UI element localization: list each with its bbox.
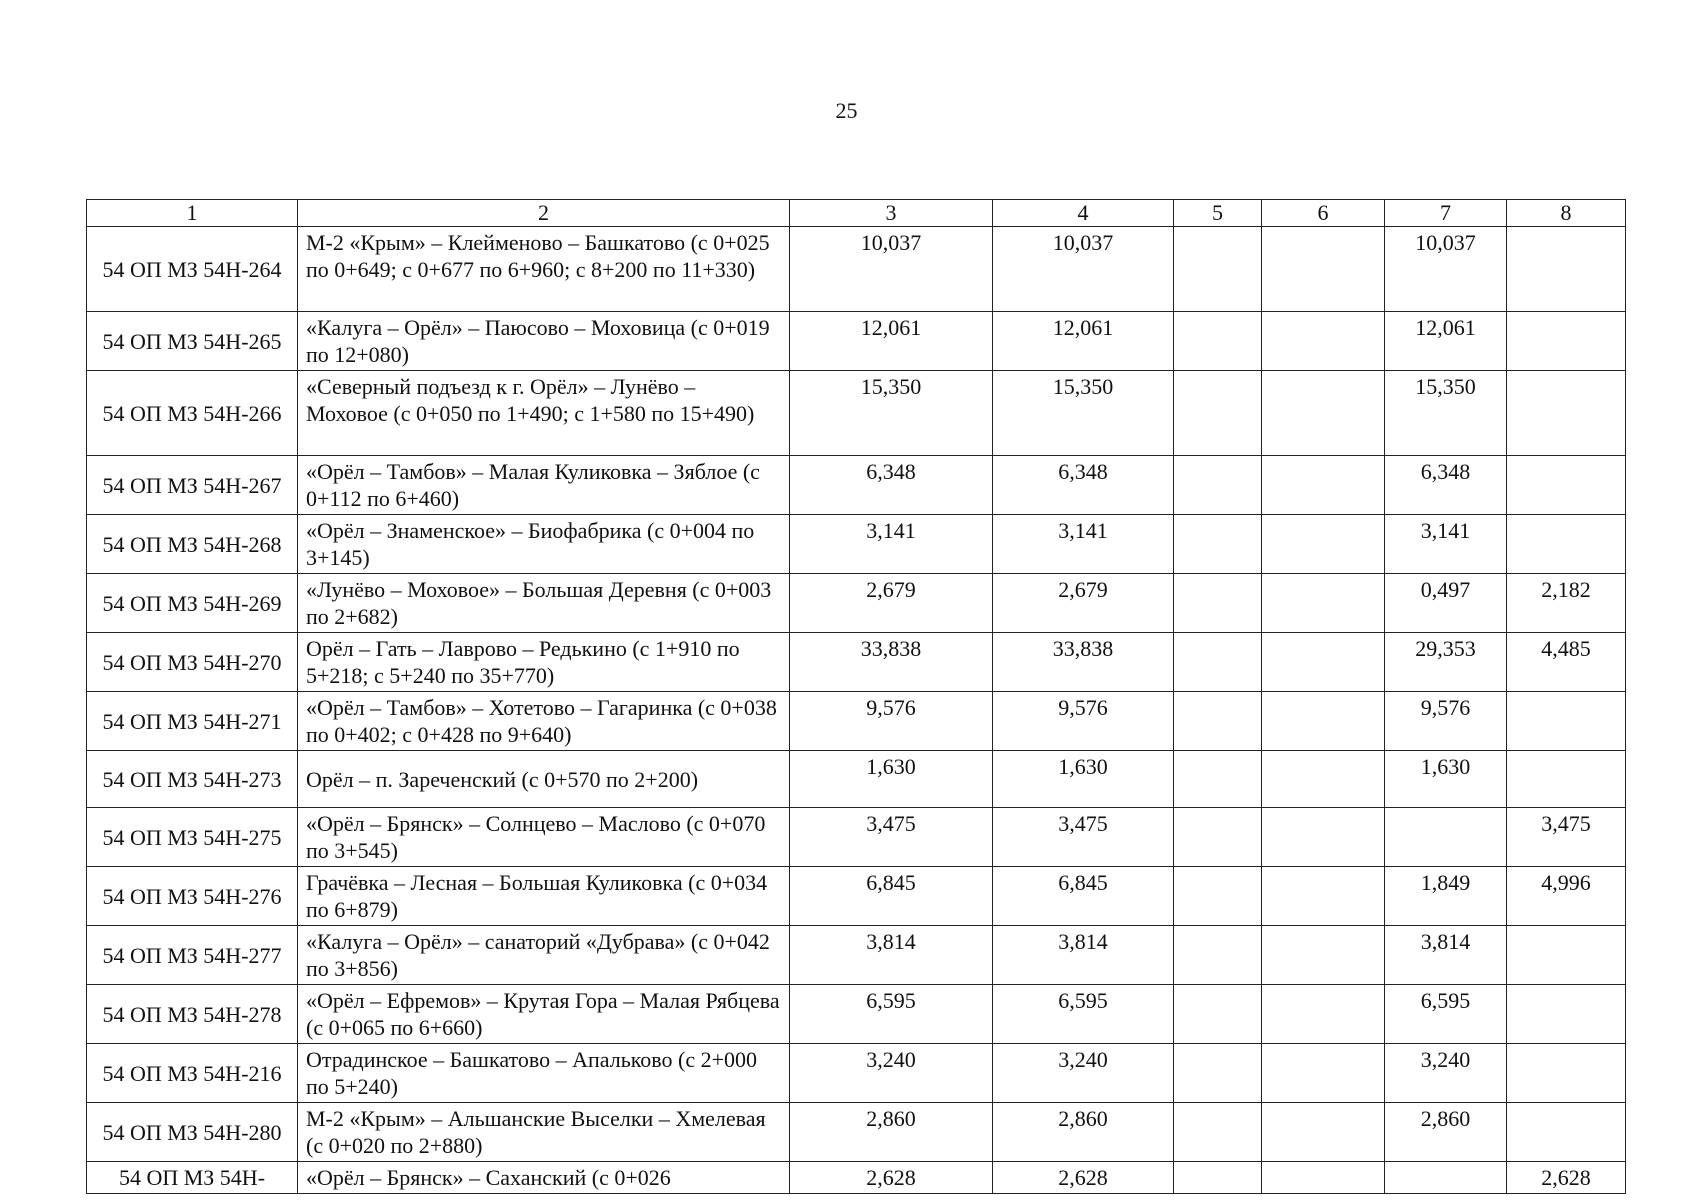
value-cell-6 <box>1262 312 1385 371</box>
road-code-cell: 54 ОП МЗ 54Н-269 <box>87 574 298 633</box>
value-cell-5 <box>1174 926 1262 985</box>
value-cell-3: 10,037 <box>790 227 993 312</box>
value-cell-7: 2,860 <box>1385 1103 1507 1162</box>
road-name-cell: «Северный подъезд к г. Орёл» – Лунёво – Моховое (с 0+050 по 1+490; с 1+580 по 15+490) <box>298 371 790 456</box>
road-code-cell: 54 ОП МЗ 54Н-277 <box>87 926 298 985</box>
value-cell-5 <box>1174 227 1262 312</box>
road-code-cell: 54 ОП МЗ 54Н-216 <box>87 1044 298 1103</box>
value-cell-7 <box>1385 808 1507 867</box>
value-cell-5 <box>1174 633 1262 692</box>
value-cell-4: 3,814 <box>993 926 1174 985</box>
road-code-cell: 54 ОП МЗ 54Н-280 <box>87 1103 298 1162</box>
value-cell-3: 6,595 <box>790 985 993 1044</box>
value-cell-3: 3,475 <box>790 808 993 867</box>
value-cell-5 <box>1174 1162 1262 1194</box>
road-name-cell: «Орёл – Тамбов» – Хотетово – Гагаринка (с 0+038 по 0+402; с 0+428 по 9+640) <box>298 692 790 751</box>
value-cell-6 <box>1262 633 1385 692</box>
road-code-cell: 54 ОП МЗ 54Н- <box>87 1162 298 1194</box>
column-header: 8 <box>1507 200 1626 227</box>
column-header: 6 <box>1262 200 1385 227</box>
road-name-cell: «Калуга – Орёл» – санаторий «Дубрава» (с 0+042 по 3+856) <box>298 926 790 985</box>
value-cell-3: 15,350 <box>790 371 993 456</box>
table-row <box>87 456 1626 515</box>
value-cell-6 <box>1262 1103 1385 1162</box>
road-name-cell: «Калуга – Орёл» – Паюсово – Моховица (с 0+019 по 12+080) <box>298 312 790 371</box>
road-name-cell: «Орёл – Знаменское» – Биофабрика (с 0+004 по 3+145) <box>298 515 790 574</box>
value-cell-4: 2,628 <box>993 1162 1174 1194</box>
value-cell-7: 6,348 <box>1385 456 1507 515</box>
value-cell-5 <box>1174 808 1262 867</box>
road-registry-table <box>86 199 1626 1194</box>
road-code-cell: 54 ОП МЗ 54Н-275 <box>87 808 298 867</box>
value-cell-8 <box>1507 515 1626 574</box>
value-cell-7: 29,353 <box>1385 633 1507 692</box>
value-cell-3: 6,845 <box>790 867 993 926</box>
value-cell-3: 1,630 <box>790 751 993 808</box>
value-cell-6 <box>1262 1162 1385 1194</box>
road-code-cell: 54 ОП МЗ 54Н-278 <box>87 985 298 1044</box>
road-name-cell: «Лунёво – Моховое» – Большая Деревня (с 0+003 по 2+682) <box>298 574 790 633</box>
value-cell-4: 6,595 <box>993 985 1174 1044</box>
value-cell-8 <box>1507 692 1626 751</box>
table-row <box>87 371 1626 456</box>
value-cell-4: 6,348 <box>993 456 1174 515</box>
value-cell-7: 10,037 <box>1385 227 1507 312</box>
value-cell-5 <box>1174 456 1262 515</box>
value-cell-7: 15,350 <box>1385 371 1507 456</box>
column-header: 2 <box>298 200 790 227</box>
page-number: 25 <box>835 98 858 123</box>
value-cell-8: 4,996 <box>1507 867 1626 926</box>
value-cell-3: 9,576 <box>790 692 993 751</box>
value-cell-4: 10,037 <box>993 227 1174 312</box>
value-cell-5 <box>1174 1103 1262 1162</box>
value-cell-6 <box>1262 515 1385 574</box>
value-cell-7: 6,595 <box>1385 985 1507 1044</box>
column-header: 4 <box>993 200 1174 227</box>
value-cell-3: 2,679 <box>790 574 993 633</box>
value-cell-6 <box>1262 227 1385 312</box>
road-name-cell: Грачёвка – Лесная – Большая Куликовка (с 0+034 по 6+879) <box>298 867 790 926</box>
road-name-cell: Орёл – п. Зареченский (с 0+570 по 2+200) <box>298 751 790 808</box>
value-cell-8 <box>1507 926 1626 985</box>
column-number-row <box>87 200 1626 227</box>
value-cell-5 <box>1174 692 1262 751</box>
road-name-cell: «Орёл – Брянск» – Саханский (с 0+026 <box>298 1162 790 1194</box>
value-cell-8 <box>1507 1044 1626 1103</box>
value-cell-3: 2,628 <box>790 1162 993 1194</box>
value-cell-8 <box>1507 1103 1626 1162</box>
value-cell-8: 2,182 <box>1507 574 1626 633</box>
value-cell-3: 6,348 <box>790 456 993 515</box>
road-code-cell: 54 ОП МЗ 54Н-271 <box>87 692 298 751</box>
table-row <box>87 1044 1626 1103</box>
value-cell-4: 15,350 <box>993 371 1174 456</box>
value-cell-8 <box>1507 751 1626 808</box>
value-cell-3: 2,860 <box>790 1103 993 1162</box>
column-header: 1 <box>87 200 298 227</box>
value-cell-8: 2,628 <box>1507 1162 1626 1194</box>
value-cell-8 <box>1507 371 1626 456</box>
table-row <box>87 751 1626 808</box>
value-cell-5 <box>1174 867 1262 926</box>
road-code-cell: 54 ОП МЗ 54Н-264 <box>87 227 298 312</box>
value-cell-6 <box>1262 985 1385 1044</box>
value-cell-4: 33,838 <box>993 633 1174 692</box>
road-name-cell: «Орёл – Брянск» – Солнцево – Маслово (с 0+070 по 3+545) <box>298 808 790 867</box>
table-row <box>87 926 1626 985</box>
value-cell-5 <box>1174 312 1262 371</box>
table-row <box>87 867 1626 926</box>
value-cell-8: 4,485 <box>1507 633 1626 692</box>
value-cell-6 <box>1262 371 1385 456</box>
column-header: 3 <box>790 200 993 227</box>
value-cell-3: 33,838 <box>790 633 993 692</box>
value-cell-4: 2,860 <box>993 1103 1174 1162</box>
road-code-cell: 54 ОП МЗ 54Н-276 <box>87 867 298 926</box>
value-cell-7: 1,849 <box>1385 867 1507 926</box>
table-row <box>87 227 1626 312</box>
value-cell-6 <box>1262 1044 1385 1103</box>
table-row <box>87 574 1626 633</box>
value-cell-6 <box>1262 751 1385 808</box>
road-code-cell: 54 ОП МЗ 54Н-273 <box>87 751 298 808</box>
value-cell-3: 3,240 <box>790 1044 993 1103</box>
table-row <box>87 985 1626 1044</box>
road-code-cell: 54 ОП МЗ 54Н-268 <box>87 515 298 574</box>
value-cell-7: 9,576 <box>1385 692 1507 751</box>
value-cell-3: 3,814 <box>790 926 993 985</box>
table-row <box>87 808 1626 867</box>
road-name-cell: «Орёл – Ефремов» – Крутая Гора – Малая Рябцева (с 0+065 по 6+660) <box>298 985 790 1044</box>
value-cell-5 <box>1174 751 1262 808</box>
table-row <box>87 515 1626 574</box>
value-cell-3: 3,141 <box>790 515 993 574</box>
value-cell-7: 3,141 <box>1385 515 1507 574</box>
value-cell-8 <box>1507 227 1626 312</box>
road-name-cell: «Орёл – Тамбов» – Малая Куликовка – Зяблое (с 0+112 по 6+460) <box>298 456 790 515</box>
value-cell-7: 3,240 <box>1385 1044 1507 1103</box>
value-cell-5 <box>1174 985 1262 1044</box>
value-cell-5 <box>1174 1044 1262 1103</box>
road-name-cell: Орёл – Гать – Лаврово – Редькино (с 1+910 по 5+218; с 5+240 по 35+770) <box>298 633 790 692</box>
value-cell-5 <box>1174 515 1262 574</box>
road-code-cell: 54 ОП МЗ 54Н-267 <box>87 456 298 515</box>
value-cell-6 <box>1262 867 1385 926</box>
value-cell-6 <box>1262 808 1385 867</box>
value-cell-7 <box>1385 1162 1507 1194</box>
value-cell-4: 1,630 <box>993 751 1174 808</box>
value-cell-8 <box>1507 456 1626 515</box>
table-row <box>87 633 1626 692</box>
value-cell-4: 3,141 <box>993 515 1174 574</box>
table-row <box>87 1103 1626 1162</box>
road-code-cell: 54 ОП МЗ 54Н-270 <box>87 633 298 692</box>
table-row <box>87 1162 1626 1194</box>
value-cell-4: 3,475 <box>993 808 1174 867</box>
value-cell-4: 3,240 <box>993 1044 1174 1103</box>
road-name-cell: М-2 «Крым» – Клейменово – Башкатово (с 0+025 по 0+649; с 0+677 по 6+960; с 8+200 по 11+330) <box>298 227 790 312</box>
column-header: 5 <box>1174 200 1262 227</box>
value-cell-7: 12,061 <box>1385 312 1507 371</box>
table-row <box>87 692 1626 751</box>
value-cell-8: 3,475 <box>1507 808 1626 867</box>
value-cell-6 <box>1262 456 1385 515</box>
table-row <box>87 312 1626 371</box>
road-name-cell: Отрадинское – Башкатово – Апальково (с 2+000 по 5+240) <box>298 1044 790 1103</box>
value-cell-8 <box>1507 985 1626 1044</box>
value-cell-5 <box>1174 574 1262 633</box>
value-cell-7: 3,814 <box>1385 926 1507 985</box>
value-cell-4: 2,679 <box>993 574 1174 633</box>
value-cell-8 <box>1507 312 1626 371</box>
value-cell-7: 0,497 <box>1385 574 1507 633</box>
value-cell-6 <box>1262 692 1385 751</box>
value-cell-7: 1,630 <box>1385 751 1507 808</box>
road-code-cell: 54 ОП МЗ 54Н-266 <box>87 371 298 456</box>
value-cell-6 <box>1262 926 1385 985</box>
value-cell-4: 9,576 <box>993 692 1174 751</box>
value-cell-6 <box>1262 574 1385 633</box>
value-cell-4: 6,845 <box>993 867 1174 926</box>
road-name-cell: М-2 «Крым» – Альшанские Выселки – Хмелевая (с 0+020 по 2+880) <box>298 1103 790 1162</box>
road-code-cell: 54 ОП МЗ 54Н-265 <box>87 312 298 371</box>
column-header: 7 <box>1385 200 1507 227</box>
value-cell-5 <box>1174 371 1262 456</box>
value-cell-3: 12,061 <box>790 312 993 371</box>
value-cell-4: 12,061 <box>993 312 1174 371</box>
